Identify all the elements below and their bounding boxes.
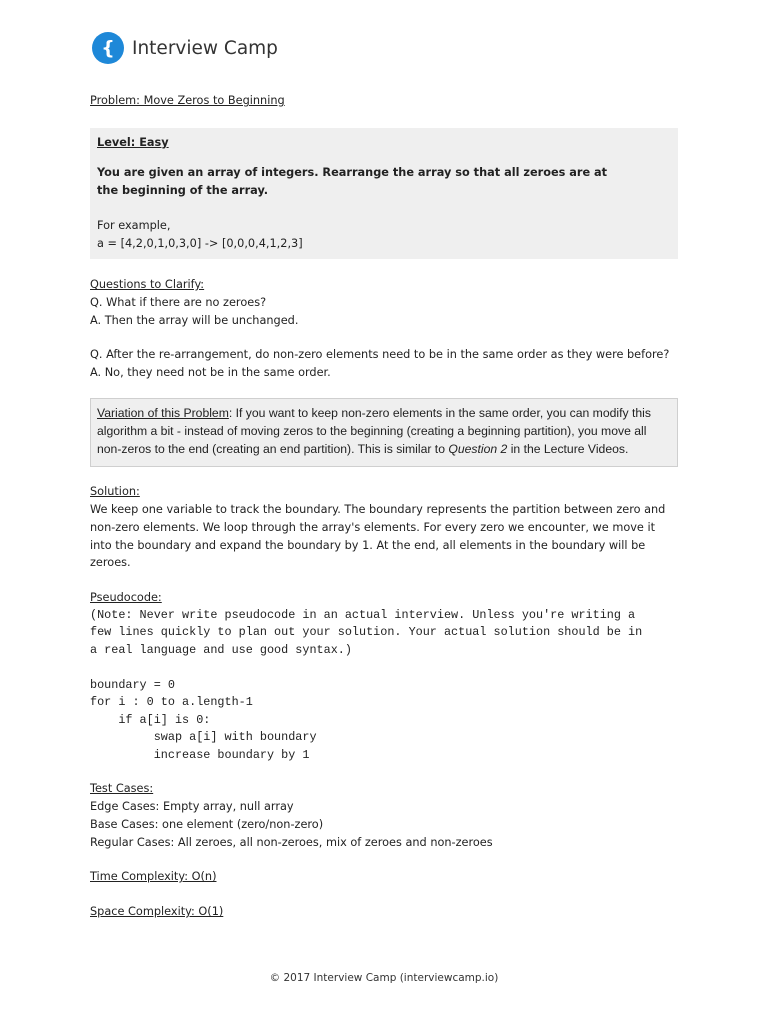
variation-emphasis: Question 2 bbox=[448, 442, 508, 456]
variation-line-1 bbox=[97, 404, 651, 422]
solution-line-4: zeroes. bbox=[90, 556, 131, 569]
logo-brace-icon: { bbox=[92, 32, 124, 64]
statement-line-2: the beginning of the array. bbox=[97, 184, 269, 197]
variation-label: Variation of this Problem bbox=[97, 406, 229, 420]
code-line-4: swap a[i] with boundary bbox=[90, 730, 317, 744]
solution-heading: Solution: bbox=[90, 485, 140, 498]
variation-line-1-text: : If you want to keep non-zero elements in the same order, you can modify this bbox=[228, 406, 651, 420]
question-1: Q. What if there are no zeroes? bbox=[90, 296, 267, 309]
edge-cases: Edge Cases: Empty array, null array bbox=[90, 800, 294, 813]
solution-line-1: We keep one variable to track the boundary. The boundary represents the partition between zero and bbox=[90, 503, 666, 516]
example-text: a = [4,2,0,1,0,3,0] -> [0,0,0,4,1,2,3] bbox=[97, 237, 303, 250]
brand-logo bbox=[92, 32, 278, 64]
pseudocode-note-1: (Note: Never write pseudocode in an actual interview. Unless you're writing a bbox=[90, 608, 636, 622]
code-line-2: for i : 0 to a.length-1 bbox=[90, 695, 253, 709]
time-complexity: Time Complexity: O(n) bbox=[90, 870, 217, 883]
base-cases: Base Cases: one element (zero/non-zero) bbox=[90, 818, 324, 831]
brand-name: Interview Camp bbox=[132, 37, 278, 59]
variation-line-3-tail: in the Lecture Videos. bbox=[507, 442, 629, 456]
variation-line-3 bbox=[97, 440, 628, 458]
code-line-1: boundary = 0 bbox=[90, 678, 175, 692]
answer-1: A. Then the array will be unchanged. bbox=[90, 314, 299, 327]
code-line-3: if a[i] is 0: bbox=[90, 713, 211, 727]
clarify-heading: Questions to Clarify: bbox=[90, 278, 205, 291]
pseudocode-heading: Pseudocode: bbox=[90, 591, 162, 604]
question-2: Q. After the re-arrangement, do non-zero elements need to be in the same order as they were before? bbox=[90, 348, 670, 361]
test-cases-heading: Test Cases: bbox=[90, 782, 154, 795]
regular-cases: Regular Cases: All zeroes, all non-zeroes, mix of zeroes and non-zeroes bbox=[90, 836, 493, 849]
answer-2: A. No, they need not be in the same order. bbox=[90, 366, 331, 379]
variation-line-3-text: non-zeros to the end (creating an end partition). This is similar to bbox=[97, 442, 449, 456]
space-complexity: Space Complexity: O(1) bbox=[90, 905, 224, 918]
level-label: Level: Easy bbox=[97, 136, 169, 149]
pseudocode-note-2: few lines quickly to plan out your solution. Your actual solution should be in bbox=[90, 625, 643, 639]
pseudocode-note-3: a real language and use good syntax.) bbox=[90, 643, 352, 657]
solution-line-2: non-zero elements. We loop through the array's elements. For every zero we encounter, we move it bbox=[90, 521, 656, 534]
statement-line-1: You are given an array of integers. Rearrange the array so that all zeroes are at bbox=[97, 166, 608, 179]
variation-line-2: algorithm a bit - instead of moving zeros to the beginning (creating a beginning partition), you move all bbox=[97, 424, 647, 438]
solution-line-3: into the boundary and expand the boundary by 1. At the end, all elements in the boundary will be bbox=[90, 539, 646, 552]
code-line-5: increase boundary by 1 bbox=[90, 748, 310, 762]
problem-title: Problem: Move Zeros to Beginning bbox=[90, 94, 285, 107]
page-footer: © 2017 Interview Camp (interviewcamp.io) bbox=[269, 972, 499, 984]
example-intro: For example, bbox=[97, 219, 171, 232]
